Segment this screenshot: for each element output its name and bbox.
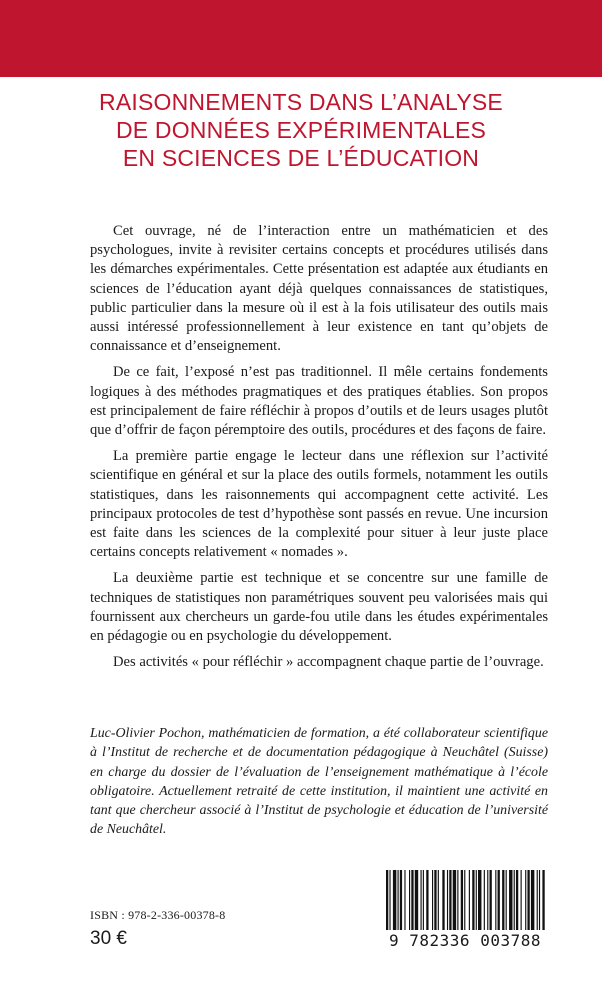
- barcode-bar: [484, 870, 485, 932]
- barcode-bar: [514, 870, 515, 932]
- author-bio: Luc-Olivier Pochon, mathématicien de formation, a été collaborateur scientifique à l’Institut de recherche et de documentation pédagogique à Neuchâtel (Suisse) en charge du dossier de l’évaluation de l’enseignement mathématique à l’école obligatoire. Actuellement retraité de cette institution, il maintient une activité en tant que chercheur associé à l’Institut de psychologie et éducation de l’université de Neuchâtel.: [90, 726, 548, 838]
- barcode-bar: [457, 870, 458, 932]
- isbn-label: ISBN : 978-2-336-00378-8: [90, 908, 226, 922]
- barcode-bar: [404, 870, 405, 932]
- barcode-bar: [409, 870, 410, 932]
- barcode-bar: [525, 870, 526, 932]
- barcode-bar: [415, 870, 418, 932]
- barcode-bar: [449, 870, 451, 932]
- barcode-bar: [438, 870, 439, 932]
- summary-paragraph-5: Des activités « pour réfléchir » accompagnent chaque partie de l’ouvrage.: [113, 654, 544, 671]
- barcode-bar: [421, 870, 422, 932]
- barcode-bar: [509, 870, 512, 932]
- barcode-bar: [393, 870, 396, 932]
- summary-paragraph-4: La deuxième partie est technique et se concentre sur une famille de techniques de statistiques non paramétriques souvent peu valorisées mais qui fournissent aux chercheurs un garde-fou utile dans les études expérimentales en pédagogie ou en psychologie du développement.: [90, 570, 548, 645]
- barcode-bar: [537, 870, 538, 932]
- book-title: [40, 88, 562, 172]
- barcode-bar: [426, 870, 428, 932]
- barcode-bar: [516, 870, 518, 932]
- barcode-bar: [487, 870, 488, 932]
- summary-paragraph-3: La première partie engage le lecteur dans une réflexion sur l’activité scientifique en général et sur la place des outils formels, notamment les outils statistiques, dans les raisonnements qui accompagnent cette activité. Les principaux protocoles de test d’hypothèse sont passés en revue. Une incursion est faite dans les sciences de la complexité pour situer à leur juste place certains concepts relativement « nomades ».: [90, 448, 548, 561]
- barcode-bar: [453, 870, 456, 932]
- barcode-bar: [400, 870, 402, 932]
- barcode-bar: [472, 870, 474, 932]
- barcode-bar: [423, 870, 424, 932]
- top-color-band: [0, 0, 602, 77]
- barcode-bar: [389, 870, 390, 932]
- barcode-bar: [521, 870, 522, 932]
- price-label: 30 €: [90, 928, 127, 949]
- barcode-bar: [476, 870, 477, 932]
- barcode-bar: [432, 870, 433, 932]
- summary-paragraph-2: De ce fait, l’exposé n’est pas traditionnel. Il mêle certains fondements logiques à des méthodes pragmatiques et des pratiques établies. Son propos est principalement de faire réfléchir à propos d’outils et de leurs usages plutôt que d’offrir de façon péremptoire des outils, procédures et des façons de faire.: [90, 364, 548, 439]
- barcode-bar: [527, 870, 529, 932]
- barcode-bar: [506, 870, 507, 932]
- barcode-bar: [478, 870, 481, 932]
- barcode-bar: [411, 870, 413, 932]
- barcode-bar: [542, 870, 544, 932]
- barcode-bar: [498, 870, 500, 932]
- barcode-bar: [434, 870, 436, 932]
- barcode-bar: [447, 870, 448, 932]
- barcode-bar: [539, 870, 540, 932]
- barcode-bar: [531, 870, 534, 932]
- title-line-2: DE DONNÉES EXPÉRIMENTALES: [115, 117, 487, 143]
- summary-text: [90, 222, 548, 679]
- barcode-bar: [442, 870, 444, 932]
- barcode-bar: [386, 870, 388, 932]
- barcode-bar: [398, 870, 399, 932]
- summary-paragraph-1: Cet ouvrage, né de l’interaction entre un mathématicien et des psychologues, invite à revisiter certains concepts et procédures utilisés dans les démarches expérimentales. Cette présentation est adaptée aux étudiants en sciences de l’éducation ayant déjà quelques connaissances de statistiques, public particulier dans la mesure où il est à la fois utilisateur des outils mais aussi intéressé professionnellement à leur existence en tant qu’objets de connaissance et d’enseignement.: [90, 223, 548, 355]
- barcode-bar: [461, 870, 463, 932]
- title-line-1: RAISONNEMENTS DANS L’ANALYSE: [99, 89, 503, 115]
- barcode-bar: [502, 870, 504, 932]
- barcode-bar: [490, 870, 492, 932]
- barcode-bar: [469, 870, 470, 932]
- barcode-number: 9 782336 003788: [380, 930, 550, 952]
- barcode-bar: [495, 870, 496, 932]
- title-line-3: EN SCIENCES DE L’ÉDUCATION: [122, 145, 480, 171]
- barcode-bar: [464, 870, 465, 932]
